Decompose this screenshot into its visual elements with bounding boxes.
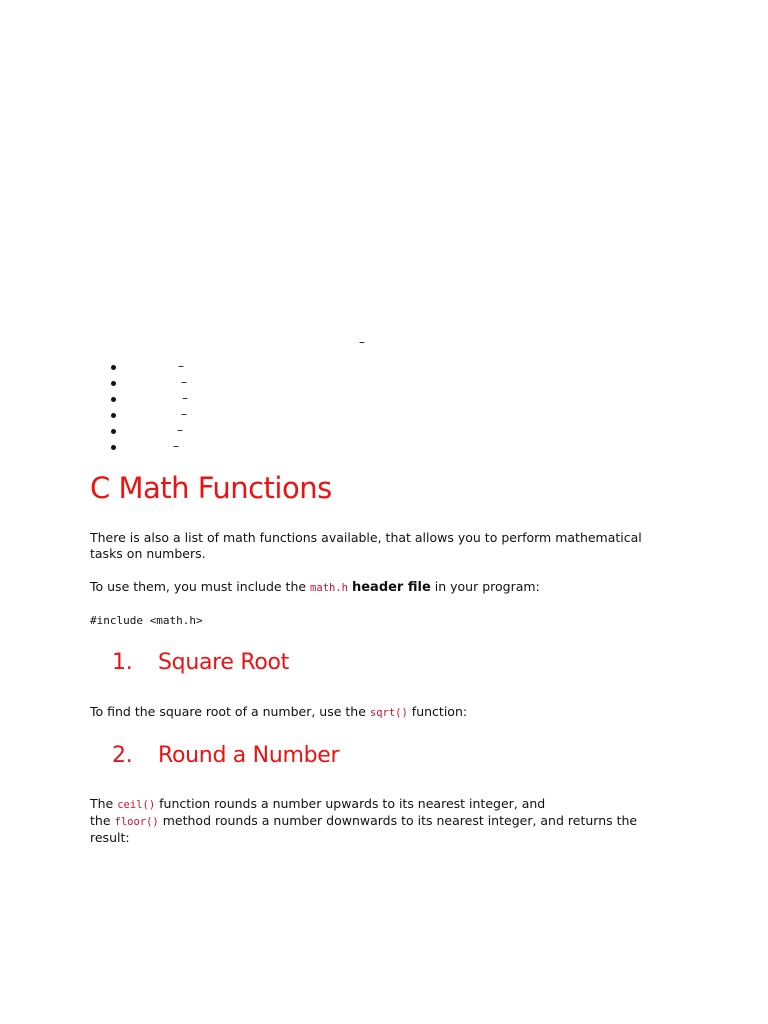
list-item-dash: – xyxy=(178,359,184,373)
section-number: 1. xyxy=(112,650,133,675)
section-heading-text: Round a Number xyxy=(158,743,340,768)
include-text-before: To use them, you must include the xyxy=(90,579,311,594)
stray-dash: – xyxy=(359,335,365,349)
include-text-after: in your program: xyxy=(430,579,540,594)
list-item xyxy=(90,376,210,392)
list-item xyxy=(90,440,210,456)
math-h-code: math.h xyxy=(310,582,348,594)
page-title: C Math Functions xyxy=(90,471,332,505)
floor-text-after: method rounds a number downwards to its nearest integer, and returns the result: xyxy=(90,813,638,845)
sqrt-text-before: To find the square root of a number, use the xyxy=(90,704,370,719)
list-item xyxy=(90,408,210,424)
ceil-text-before: The xyxy=(90,796,118,811)
round-paragraph xyxy=(90,796,670,846)
section-heading-square-root xyxy=(112,648,289,678)
intro-paragraph: There is also a list of math functions available, that allows you to perform mathematical tasks on numbers. xyxy=(90,530,642,561)
list-item xyxy=(90,392,210,408)
list-item-dash: – xyxy=(182,391,188,405)
section-number: 2. xyxy=(112,743,133,768)
section-heading-round-number xyxy=(112,741,339,771)
sqrt-text-after: function: xyxy=(407,704,468,719)
header-file-term: header file xyxy=(351,580,431,595)
ceil-text-after: function rounds a number upwards to its nearest integer, and xyxy=(155,796,546,811)
bullet-icon xyxy=(111,445,116,450)
square-root-paragraph xyxy=(90,704,670,721)
bullet-icon xyxy=(111,413,116,418)
floor-code: floor() xyxy=(114,816,159,828)
bullet-icon xyxy=(111,429,116,434)
bullet-icon xyxy=(111,381,116,386)
section-heading-text: Square Root xyxy=(158,650,289,675)
bullet-icon xyxy=(111,397,116,402)
list-item xyxy=(90,360,210,376)
ceil-code: ceil() xyxy=(117,799,156,811)
list-item xyxy=(90,424,210,440)
include-paragraph xyxy=(90,579,670,596)
bullet-icon xyxy=(111,365,116,370)
list-item-dash: – xyxy=(181,407,187,421)
list-item-dash: – xyxy=(181,375,187,389)
include-code-block: #include <math.h> xyxy=(90,614,203,627)
bullet-list xyxy=(90,360,210,456)
sqrt-code: sqrt() xyxy=(369,707,408,719)
floor-text-before: the xyxy=(90,813,115,828)
list-item-dash: – xyxy=(177,423,183,437)
list-item-dash: – xyxy=(173,439,179,453)
